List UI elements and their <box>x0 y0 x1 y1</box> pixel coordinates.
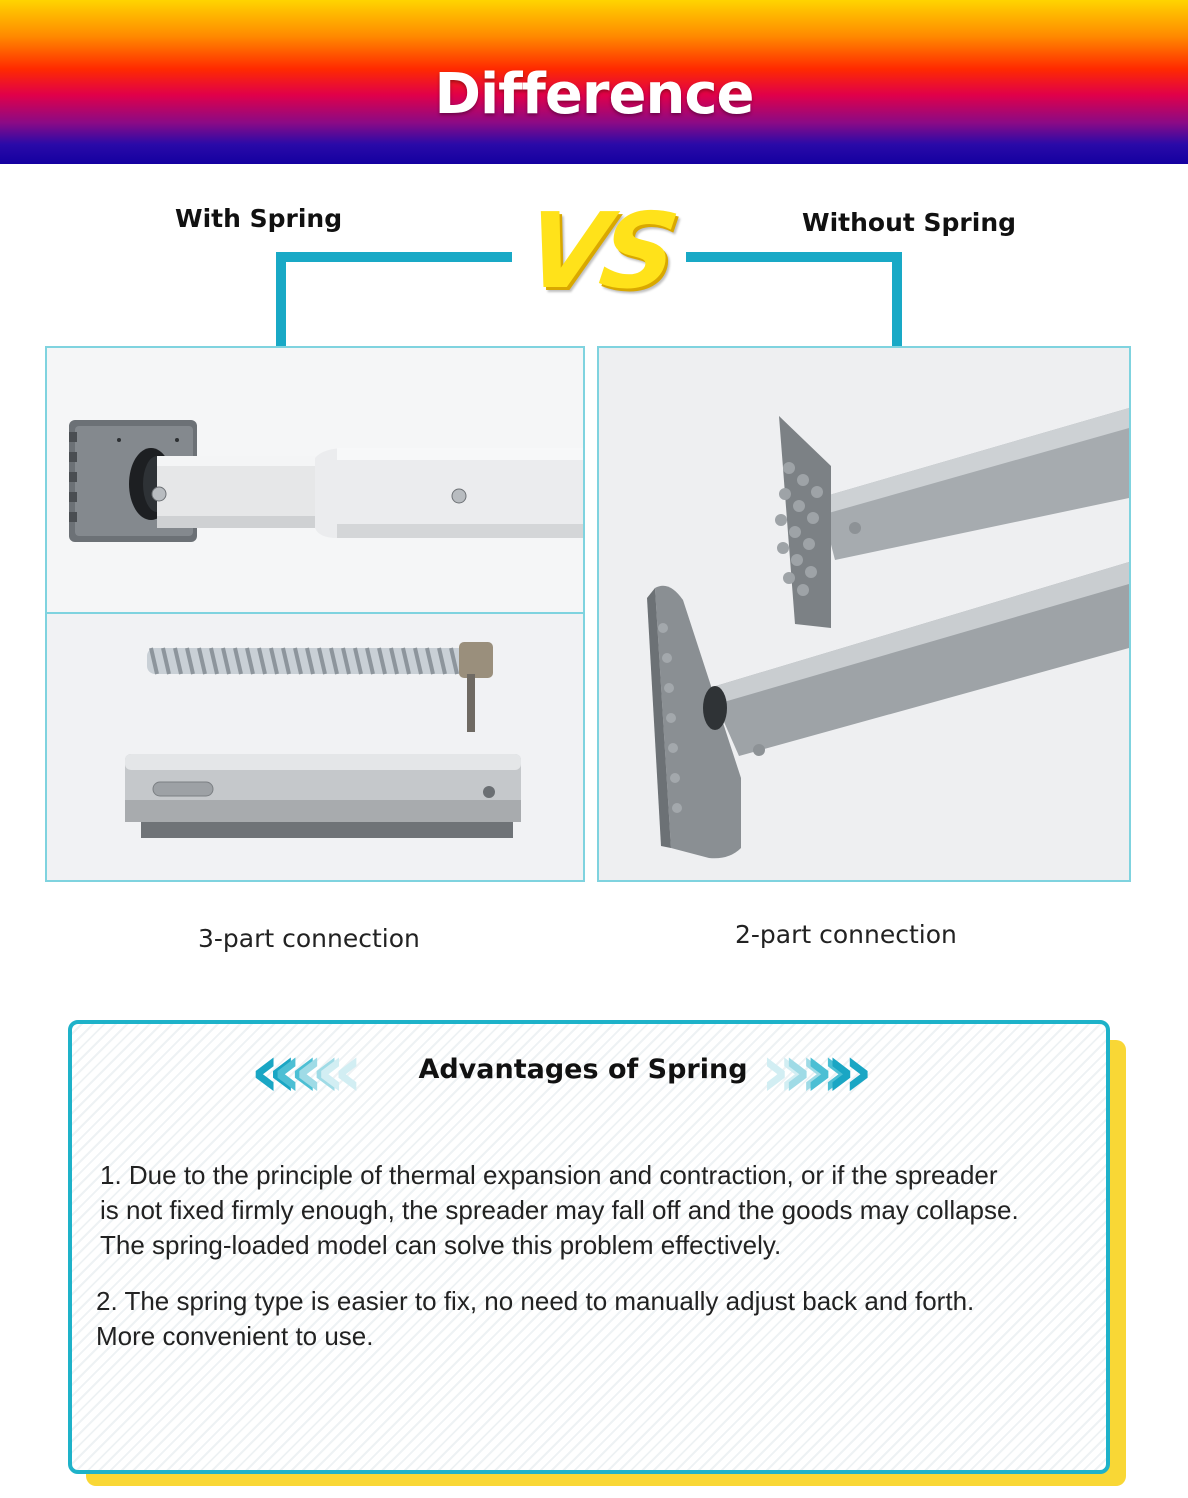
spring-parts-photo <box>45 612 585 882</box>
advantage-1-line-1: 1. Due to the principle of thermal expansion and contraction, or if the spreader <box>100 1160 998 1190</box>
vs-text: VS <box>518 190 680 312</box>
advantages-title: Advantages of Spring <box>418 1054 748 1085</box>
aluminium-tube-icon <box>125 754 521 838</box>
two-part-caption: 2-part connection <box>735 920 957 949</box>
advantage-1-line-3: The spring-loaded model can solve this problem effectively. <box>100 1230 782 1260</box>
advantage-2-line-2: More convenient to use. <box>96 1321 374 1351</box>
left-bracket-horizontal <box>276 252 512 262</box>
banner-title: Difference <box>434 62 754 127</box>
advantage-2-line-1: 2. The spring type is easier to fix, no need to manually adjust back and forth. <box>96 1286 975 1316</box>
advantage-point-2 <box>96 1284 974 1354</box>
right-bracket-vertical <box>892 252 902 348</box>
advantage-1-line-2: is not fixed firmly enough, the spreader may fall off and the goods may collapse. <box>100 1195 1019 1225</box>
left-bracket-vertical <box>276 252 286 348</box>
three-part-caption: 3-part connection <box>198 924 420 953</box>
spring-pole-photo <box>45 346 585 614</box>
right-bracket-horizontal <box>686 252 902 262</box>
chevrons-left-icon: «««« <box>250 1028 338 1114</box>
no-spring-poles-photo <box>597 346 1131 882</box>
advantage-point-1 <box>100 1158 1019 1263</box>
chevrons-right-icon: »»»» <box>760 1028 848 1114</box>
without-spring-label: Without Spring <box>802 208 1017 237</box>
with-spring-label: With Spring <box>175 204 343 233</box>
